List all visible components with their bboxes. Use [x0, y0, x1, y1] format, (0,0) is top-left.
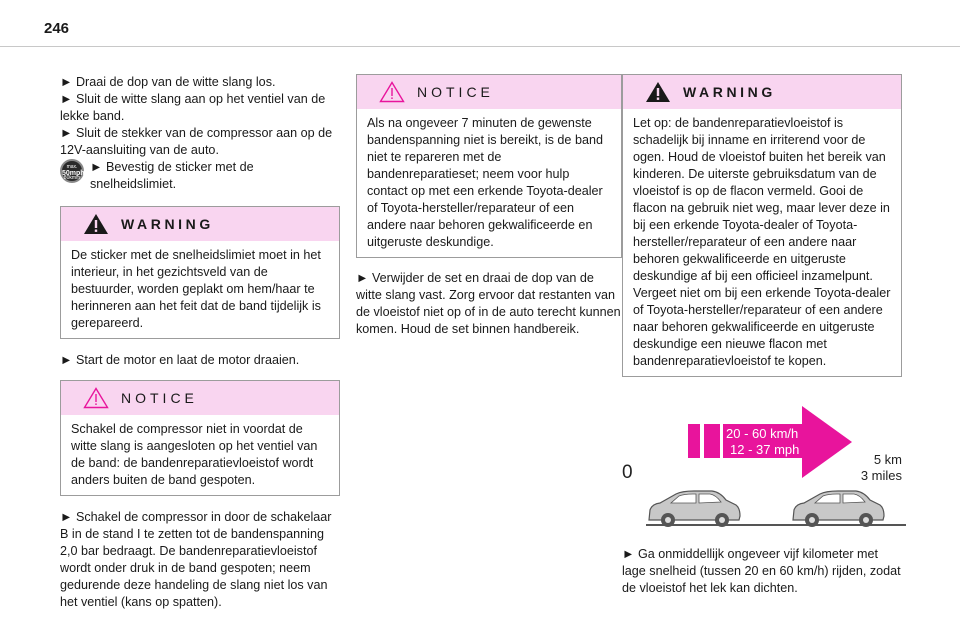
notice-title: NOTICE: [417, 83, 494, 100]
notice-header: [357, 75, 621, 109]
notice-body: Schakel de compressor niet in voordat de witte slang is aangesloten op het ventiel van de band: de bandenreparatievloeistof wordt anders buiten de band gespoten.: [71, 422, 318, 487]
warning-body: Let op: de bandenreparatievloeistof is schadelijk bij inname en irriterend voor de ogen. Houd de vloeistof buiten het bereik van kinderen. De uiterste gebruiksdatum van de vloeistof is op de flacon vermeld. Gooi de flacon na gebruik niet weg, maar lever deze in bij een erkende Toyota-dealer of Toyota-hersteller/reparateur of een andere naar behoren gekwalificeerde en uitgeruste deskundige af bij een officieel inzamelpunt. Vergeet niet om bij een erkende Toyota-dealer of Toyota-hersteller/reparateur of een andere naar behoren gekwalificeerde en uitgeruste deskundige een nieuwe flacon met bandenreparatievloeistof te kopen.: [633, 116, 891, 368]
target-distance: 5 km 3 miles: [860, 452, 902, 483]
step-switch-compressor: ► Schakel de compressor in door de schakelaar B in de stand I te zetten tot de bandenspanning 2,0 bar bedraagt. De bandenreparatievloeistof wordt onder druk in de band gespoten; neem gedurende deze handeling de slang niet los van het ventiel (kans op spatten).: [60, 510, 332, 609]
column-2: [356, 74, 622, 338]
column-3: [622, 74, 902, 377]
warning-header: [61, 207, 339, 241]
page-number: 246: [44, 20, 70, 37]
warning-box-sticker: [60, 206, 340, 339]
notice-triangle-icon: [379, 81, 405, 103]
speed-range-label: 20 - 60 km/h 12 - 37 mph: [726, 426, 800, 457]
notice-triangle-icon: [83, 387, 109, 409]
warning-triangle-icon: [83, 213, 109, 235]
step-unscrew-cap: ► Draai de dop van de witte slang los.: [60, 75, 276, 89]
drive-illustration: [622, 404, 902, 544]
speed-sticker-icon: max. 50mph 80km/h: [60, 159, 84, 183]
top-rule: [0, 46, 960, 47]
warning-body: De sticker met de snelheidslimiet moet in het interieur, in het gezichtsveld van de bestuurder, worden geplakt om hem/haar te herinneren aan het feit dat de band tijdelijk is gerepareerd.: [71, 248, 321, 330]
notice-box-pressure: [356, 74, 622, 258]
warning-box-fluid: [622, 74, 902, 377]
column-1: [60, 74, 340, 611]
notice-header: [61, 381, 339, 415]
road-line: [646, 524, 906, 526]
car-icon: [790, 488, 886, 528]
warning-header: [623, 75, 901, 109]
start-distance: 0: [622, 462, 633, 483]
step-start-engine: ► Start de motor en laat de motor draaien.: [60, 353, 300, 367]
notice-box-compressor: [60, 380, 340, 496]
arrow-bar-2: [704, 424, 720, 458]
arrow-head-icon: [802, 406, 854, 478]
car-icon: [646, 488, 742, 528]
step-connect-hose: ► Sluit de witte slang aan op het ventiel van de lekke band.: [60, 92, 326, 123]
step-connect-plug: ► Sluit de stekker van de compressor aan op de 12V-aansluiting van de auto.: [60, 126, 333, 157]
notice-title: NOTICE: [121, 389, 198, 406]
warning-title: WARNING: [683, 83, 776, 100]
warning-triangle-icon: [645, 81, 671, 103]
notice-body: Als na ongeveer 7 minuten de gewenste bandenspanning niet is bereikt, is de band niet te repareren met de bandenreparatieset; neem voor hulp contact op met een erkende Toyota-dealer of Toyota-hersteller/reparateur of een andere naar behoren gekwalificeerde en uitgeruste deskundige.: [367, 116, 603, 249]
sticker-step-row: [60, 159, 340, 193]
step-drive-slowly: ► Ga onmiddellijk ongeveer vijf kilometer met lage snelheid (tussen 20 en 60 km/h) rijden, zodat de vloeistof het lek kan dichten.: [622, 547, 901, 595]
warning-title: WARNING: [121, 215, 214, 232]
arrow-bar-1: [688, 424, 700, 458]
step-apply-sticker: ► Bevestig de sticker met de snelheidslimiet.: [90, 160, 254, 191]
step-remove-kit: ► Verwijder de set en draai de dop van de witte slang vast. Zorg ervoor dat restanten van de vloeistof niet op of in de auto terecht kunnen komen. Houd de set binnen handbereik.: [356, 271, 621, 336]
